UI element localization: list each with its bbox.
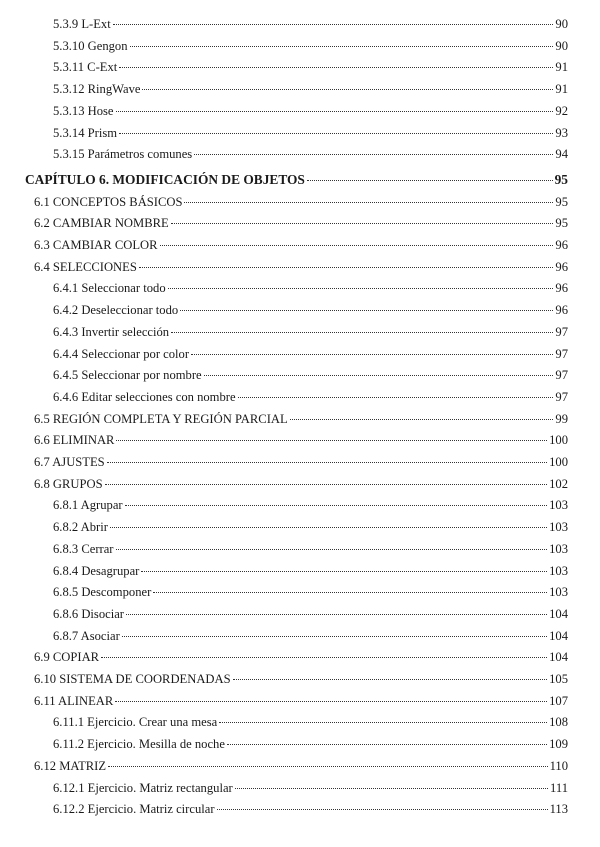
subsection-entry[interactable] [53, 144, 568, 164]
subsection-entry[interactable] [53, 778, 568, 798]
toc-entry-label: 6.11.1 Ejercicio. Crear una mesa [53, 715, 218, 730]
subsection-entry[interactable] [53, 582, 568, 602]
toc-entry-page-number: 96 [555, 259, 568, 274]
dot-leader [160, 245, 554, 246]
dot-leader [194, 154, 553, 155]
toc-entry-page-number: 111 [550, 780, 568, 795]
subsection-entry[interactable] [53, 539, 568, 559]
dot-leader [184, 202, 553, 203]
toc-entry-page-number: 96 [555, 303, 568, 318]
toc-entry-label: 6.6 ELIMINAR [34, 433, 115, 448]
toc-entry-page-number: 94 [555, 147, 568, 162]
toc-entry-page-number: 92 [555, 103, 568, 118]
dot-leader [115, 701, 547, 702]
toc-entry-label: 5.3.14 Prism [53, 125, 118, 140]
subsection-entry[interactable] [53, 517, 568, 537]
toc-entry-label: 6.5 REGIÓN COMPLETA Y REGIÓN PARCIAL [34, 411, 288, 426]
toc-entry-label: 5.3.12 RingWave [53, 82, 141, 97]
dot-leader [139, 267, 554, 268]
toc-entry-page-number: 91 [555, 82, 568, 97]
section-entry[interactable] [34, 409, 568, 429]
subsection-entry[interactable] [53, 799, 568, 819]
toc-entry-page-number: 95 [554, 171, 568, 187]
dot-leader [122, 636, 547, 637]
toc-entry-label: 6.2 CAMBIAR NOMBRE [34, 216, 169, 231]
dot-leader [153, 592, 547, 593]
toc-entry-page-number: 103 [549, 541, 568, 556]
toc-entry-page-number: 91 [555, 60, 568, 75]
subsection-entry[interactable] [53, 365, 568, 385]
toc-entry-label: 6.1 CONCEPTOS BÁSICOS [34, 194, 183, 209]
section-entry[interactable] [34, 691, 568, 711]
toc-entry-page-number: 103 [549, 498, 568, 513]
section-entry[interactable] [34, 669, 568, 689]
subsection-entry[interactable] [53, 14, 568, 34]
toc-entry-label: 6.8.4 Desagrupar [53, 563, 140, 578]
toc-entry-label: 5.3.11 C-Ext [53, 60, 118, 75]
dot-leader [116, 440, 547, 441]
section-entry[interactable] [34, 235, 568, 255]
subsection-entry[interactable] [53, 604, 568, 624]
toc-entry-page-number: 97 [555, 324, 568, 339]
dot-leader [116, 111, 554, 112]
dot-leader [107, 462, 547, 463]
toc-entry-page-number: 100 [549, 433, 568, 448]
dot-leader [307, 180, 553, 181]
toc-entry-label: 5.3.9 L-Ext [53, 17, 111, 31]
dot-leader [119, 67, 553, 68]
dot-leader [227, 744, 547, 745]
dot-leader [101, 657, 547, 658]
subsection-entry[interactable] [53, 123, 568, 143]
toc-entry-page-number: 96 [555, 281, 568, 296]
dot-leader [116, 549, 548, 550]
dot-leader [108, 766, 547, 767]
subsection-entry[interactable] [53, 36, 568, 56]
section-entry[interactable] [34, 430, 568, 450]
toc-entry-label: 6.4.6 Editar selecciones con nombre [53, 389, 236, 404]
toc-entry-label: 6.4.5 Seleccionar por nombre [53, 368, 202, 383]
toc-entry-page-number: 109 [549, 737, 568, 752]
toc-entry-label: 5.3.13 Hose [53, 103, 114, 118]
dot-leader [290, 419, 554, 420]
dot-leader [191, 354, 553, 355]
toc-entry-page-number: 103 [549, 563, 568, 578]
toc-entry-page-number: 102 [549, 476, 568, 491]
subsection-entry[interactable] [53, 300, 568, 320]
dot-leader [110, 527, 547, 528]
dot-leader [126, 614, 547, 615]
dot-leader [171, 332, 553, 333]
toc-entry-page-number: 103 [549, 520, 568, 535]
dot-leader [233, 679, 547, 680]
toc-entry-label: 6.10 SISTEMA DE COORDENADAS [34, 672, 231, 686]
toc-entry-page-number: 97 [555, 346, 568, 361]
subsection-entry[interactable] [53, 344, 568, 364]
toc-entry-page-number: 100 [549, 455, 568, 469]
toc-entry-label: 6.8.6 Disociar [53, 606, 124, 621]
toc-entry-page-number: 110 [549, 758, 568, 773]
subsection-entry[interactable] [53, 322, 568, 342]
toc-entry-label: 6.8.7 Asociar [53, 628, 120, 643]
subsection-entry[interactable] [53, 626, 568, 646]
dot-leader [130, 46, 554, 47]
toc-entry-label: 6.8.3 Cerrar [53, 541, 114, 556]
toc-entry-label: 5.3.15 Parámetros comunes [53, 147, 193, 162]
toc-entry-label: 6.9 COPIAR [34, 650, 100, 665]
section-entry[interactable] [34, 647, 568, 667]
toc-entry-page-number: 95 [555, 216, 568, 231]
toc-entry-page-number: 113 [549, 802, 568, 817]
toc-entry-label: 6.4.2 Deseleccionar todo [53, 303, 179, 318]
toc-entry-label: 5.3.10 Gengon [53, 38, 128, 53]
section-entry[interactable] [34, 192, 568, 212]
subsection-entry[interactable] [53, 79, 568, 99]
subsection-entry[interactable] [53, 734, 568, 754]
dot-leader [168, 288, 554, 289]
section-entry[interactable] [34, 452, 568, 472]
dot-leader [238, 397, 554, 398]
dot-leader [204, 375, 554, 376]
dot-leader [141, 571, 547, 572]
toc-entry-page-number: 104 [549, 606, 568, 621]
toc-entry-label: 6.3 CAMBIAR COLOR [34, 238, 158, 252]
subsection-entry[interactable] [53, 387, 568, 407]
dot-leader [219, 722, 547, 723]
section-entry[interactable] [34, 213, 568, 233]
toc-entry-label: 6.8 GRUPOS [34, 476, 103, 491]
section-entry[interactable] [34, 257, 568, 277]
toc-entry-page-number: 90 [555, 17, 568, 31]
toc-entry-label: 6.12 MATRIZ [34, 758, 107, 773]
dot-leader [142, 89, 553, 90]
toc-entry-label: 6.12.2 Ejercicio. Matriz circular [53, 802, 215, 817]
subsection-entry[interactable] [53, 101, 568, 121]
subsection-entry[interactable] [53, 57, 568, 77]
dot-leader [171, 223, 554, 224]
toc-entry-label: 6.11 ALINEAR [34, 693, 114, 708]
dot-leader [125, 505, 548, 506]
chapter-heading-entry[interactable] [25, 170, 568, 190]
toc-entry-page-number: 96 [555, 238, 568, 252]
subsection-entry[interactable] [53, 712, 568, 732]
toc-entry-page-number: 99 [555, 411, 568, 426]
dot-leader [180, 310, 553, 311]
toc-entry-page-number: 95 [555, 194, 568, 209]
toc-entry-label: CAPÍTULO 6. MODIFICACIÓN DE OBJETOS [25, 171, 305, 187]
dot-leader [235, 788, 548, 789]
toc-entry-label: 6.4 SELECCIONES [34, 259, 137, 274]
toc-entry-label: 6.12.1 Ejercicio. Matriz rectangular [53, 780, 233, 795]
toc-entry-page-number: 107 [549, 693, 568, 708]
subsection-entry[interactable] [53, 278, 568, 298]
section-entry[interactable] [34, 756, 568, 776]
toc-entry-page-number: 105 [549, 672, 568, 686]
toc-entry-page-number: 93 [555, 125, 568, 140]
toc-entry-page-number: 97 [555, 389, 568, 404]
toc-entry-label: 6.8.1 Agrupar [53, 498, 123, 513]
toc-entry-label: 6.4.4 Seleccionar por color [53, 346, 190, 361]
toc-entry-page-number: 90 [555, 38, 568, 53]
section-entry[interactable] [34, 474, 568, 494]
dot-leader [119, 133, 553, 134]
dot-leader [105, 484, 548, 485]
toc-entry-label: 6.8.5 Descomponer [53, 585, 152, 600]
toc-entry-label: 6.7 AJUSTES [34, 455, 105, 469]
toc-entry-page-number: 103 [549, 585, 568, 600]
toc-entry-page-number: 104 [549, 650, 568, 665]
subsection-entry[interactable] [53, 561, 568, 581]
toc-entry-label: 6.4.3 Invertir selección [53, 324, 170, 339]
dot-leader [217, 809, 548, 810]
dot-leader [113, 24, 554, 25]
subsection-entry[interactable] [53, 495, 568, 515]
toc-entry-label: 6.11.2 Ejercicio. Mesilla de noche [53, 737, 225, 752]
toc-entry-label: 6.8.2 Abrir [53, 520, 108, 535]
toc-entry-page-number: 108 [549, 715, 568, 730]
toc-entry-label: 6.4.1 Seleccionar todo [53, 281, 166, 296]
toc-entry-page-number: 97 [555, 368, 568, 383]
toc-entry-page-number: 104 [549, 628, 568, 643]
